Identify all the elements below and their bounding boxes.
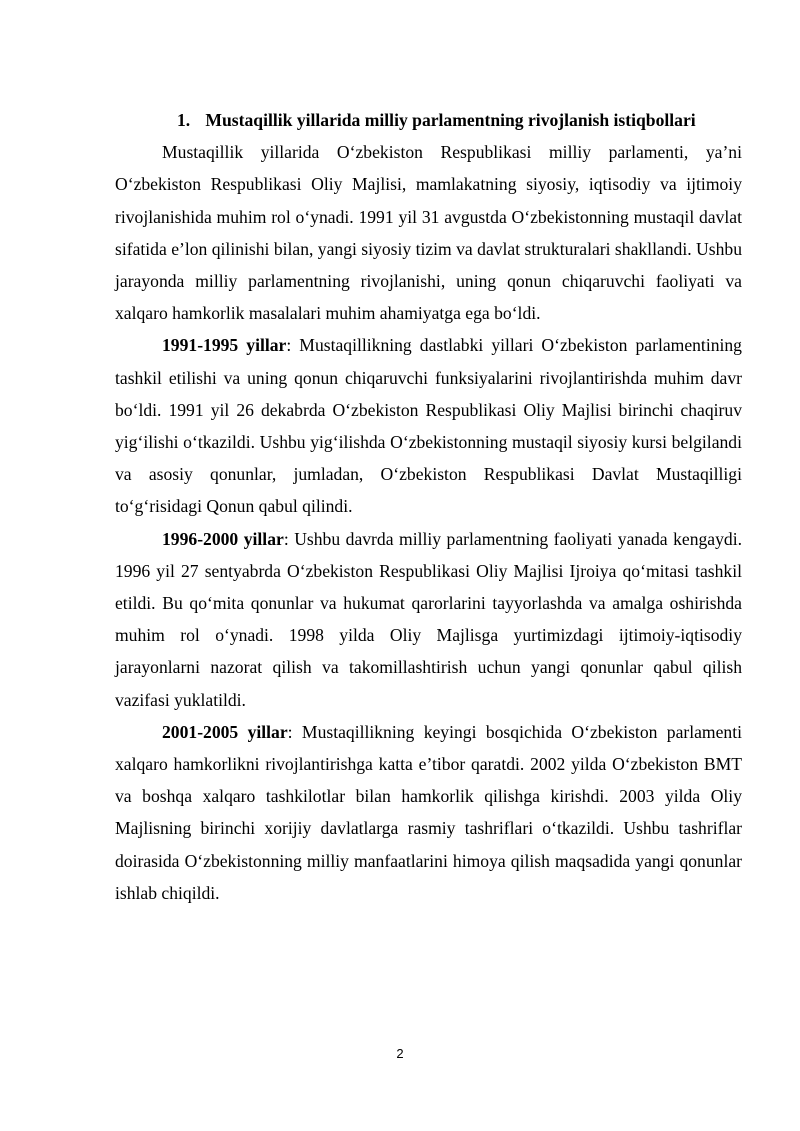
period-separator: : (286, 335, 292, 356)
page-content (115, 104, 742, 909)
period-label: 1991-1995 yillar (162, 335, 287, 356)
page-number: 2 (396, 1046, 404, 1061)
section-title: Mustaqillik yillarida milliy parlamentning rivojlanish istiqbollari (205, 110, 696, 130)
period-text: Ushbu davrda milliy parlamentning faoliyati yanada kengaydi. 1996 yil 27 sentyabrda O‘zbekiston Respublikasi Oliy Majlisi Ijroiya qo‘mitasi tashkil etildi. Bu qo‘mita qonunlar va hukumat qarorlarini tayyorlashda va amalga oshirishda muhim rol o‘ynadi. 1998 yilda Oliy Majlisga yurtimizdagi ijtimoiy-iqtisodiy jarayonlarni nazorat qilish va takomillashtirish uchun yangi qonunlar qabul qilish vazifasi yuklatildi. (115, 528, 742, 710)
section-number: 1. (177, 110, 191, 130)
period-label: 1996-2000 yillar (162, 528, 284, 549)
period-paragraph-1991-1995 (115, 329, 742, 522)
period-text: Mustaqillikning dastlabki yillari O‘zbekiston parlamentining tashkil etilishi va uning qonun chiqaruvchi funksiyalarini rivojlantirishda muhim davr bo‘ldi. 1991 yil 26 dekabrda O‘zbekiston Respublikasi Oliy Majlisi birinchi chaqiruv yig‘ilishi o‘tkazildi. Ushbu yig‘ilishda O‘zbekistonning mustaqil siyosiy kursi belgilandi va asosiy qonunlar, jumladan, O‘zbekiston Respublikasi Davlat Mustaqilligi to‘g‘risidagi Qonun qabul qilindi. (115, 335, 742, 517)
section-heading (115, 104, 742, 136)
intro-paragraph: Mustaqillik yillarida O‘zbekiston Respublikasi milliy parlamenti, ya’ni O‘zbekiston Respublikasi Oliy Majlisi, mamlakatning siyosiy, iqtisodiy va ijtimoiy rivojlanishida muhim rol o‘ynadi. 1991 yil 31 avgustda O‘zbekistonning mustaqil davlat sifatida e’lon qilinishi bilan, yangi siyosiy tizim va davlat strukturalari shakllandi. Ushbu jarayonda milliy parlamentning rivojlanishi, uning qonun chiqaruvchi faoliyati va xalqaro hamkorlik masalalari muhim ahamiyatga ega bo‘ldi. (115, 142, 742, 324)
period-paragraph-2001-2005 (115, 716, 742, 909)
period-separator: : (287, 721, 293, 742)
period-text: Mustaqillikning keyingi bosqichida O‘zbekiston parlamenti xalqaro hamkorlikni rivojlantirishga katta e’tibor qaratdi. 2002 yilda O‘zbekiston BMT va boshqa xalqaro tashkilotlar bilan hamkorlik qilishga kirishdi. 2003 yilda Oliy Majlisning birinchi xorijiy davlatlarga rasmiy tashriflari o‘tkazildi. Ushbu tashriflar doirasida O‘zbekistonning milliy manfaatlarini himoya qilish maqsadida yangi qonunlar ishlab chiqildi. (115, 721, 743, 903)
period-separator: : (283, 528, 289, 549)
period-label: 2001-2005 yillar (162, 721, 288, 742)
period-paragraph-1996-2000 (115, 523, 742, 716)
